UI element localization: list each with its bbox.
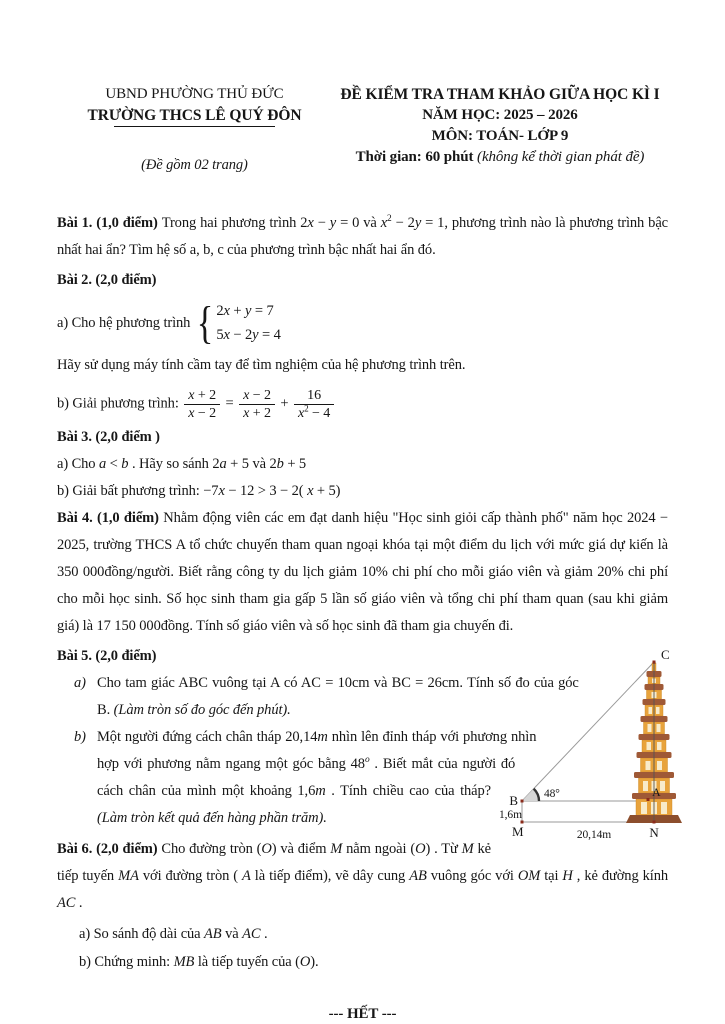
subject-line: MÔN: TOÁN- LỚP 9 (431, 128, 569, 144)
header-right (332, 84, 668, 174)
text-run: a < b (99, 455, 129, 472)
text-run: Bài 6. (2,0 điểm) (57, 840, 162, 857)
text-run: Một người đứng cách chân tháp (97, 728, 286, 745)
text-run: và (248, 455, 270, 472)
text-run: kẻ tiếp tuyến (57, 840, 492, 884)
text-run: Bài 5. (2,0 điểm) (57, 647, 157, 664)
text-run: , kẻ đường kính (572, 867, 668, 884)
label-eye-height: 1,6m (499, 808, 522, 821)
text-run: 17 150 000 (96, 617, 161, 634)
text-run: 2x − y = 0 (300, 215, 360, 231)
label-distance: 20,14m (576, 828, 612, 841)
text-run: + (276, 395, 293, 412)
problem-3b (57, 478, 668, 505)
text-run: M (330, 840, 343, 857)
text-run: − 2y = 1 (391, 215, 445, 231)
org-name: UBND PHƯỜNG THỦ ĐỨC (105, 86, 284, 102)
problem-1 (57, 210, 668, 264)
text-run: a) Cho hệ phương trình (57, 314, 191, 331)
text-run: 20% (597, 563, 624, 580)
text-run: , trường THCS A tổ chức chuyến tham quan ngoại khóa tại một điểm du lịch với mức giá dự kiến là (85, 536, 668, 553)
pages-note: (Đề gồm 02 trang) (141, 157, 248, 173)
text-run: . Từ (430, 840, 462, 857)
text-run: o (364, 754, 370, 765)
text-run: Cho tam giác ABC vuông tại A có AC = 10cm và BC = 26cm. Tính số đo của góc B. (97, 674, 579, 718)
text-run: OM (517, 867, 541, 884)
problem-5a-marker: a) (74, 674, 86, 691)
text-run: Hãy sử dụng máy tính cầm tay để tìm nghiệm của hệ phương trình trên. (57, 357, 466, 373)
school-name: TRƯỜNG THCS LÊ QUÝ ĐÔN (87, 107, 302, 124)
text-run: . Biết mắt của người đó cách chân của mình một khoảng (97, 755, 516, 799)
text-run: −7x − 12 > 3 − 2( x + 5) (203, 482, 341, 499)
problem-6a (57, 920, 668, 948)
text-run: Bài 1. (1,0 điểm) (57, 215, 162, 231)
text-run: và (221, 925, 243, 942)
fraction (184, 387, 220, 422)
text-run: Bài 4. (1,0 điểm) (57, 509, 164, 526)
text-run: Bài 3. (2,0 điểm ) (57, 428, 160, 445)
fraction (294, 387, 334, 422)
text-run: nhìn lên đỉnh tháp với phương nhìn hợp với phương nằm ngang một góc bằng (97, 728, 537, 772)
header-left (57, 84, 332, 174)
text-run: AC (57, 894, 76, 911)
text-run: x − 2 (243, 387, 271, 403)
text-run: M (461, 840, 474, 857)
label-N: N (649, 824, 659, 840)
text-run: Cho đường tròn (161, 840, 257, 857)
text-run: và điểm (276, 840, 331, 857)
problem-2a-prefix (57, 315, 190, 332)
text-run: . (260, 925, 268, 942)
text-run: a) Cho (57, 455, 99, 472)
text-run: AC (242, 925, 261, 942)
text-run: x + 2 (188, 387, 217, 403)
exam-title: ĐỀ KIỂM TRA THAM KHẢO GIỮA HỌC KÌ I (340, 86, 660, 103)
end-marker: --- HẾT --- (328, 1005, 397, 1022)
text-run: Bài 2. (2,0 điểm) (57, 272, 157, 288)
text-run: 1,6m (297, 782, 326, 799)
text-run: vuông góc với (426, 867, 518, 884)
problem-5b-marker: b) (74, 728, 86, 745)
text-run: AB (204, 925, 222, 942)
text-run: (Làm tròn kết quả đến hàng phần trăm). (97, 809, 327, 826)
text-run: . Hãy so sánh (128, 455, 213, 472)
text-run: 2a + 5 (212, 455, 249, 472)
problem-6b (57, 948, 668, 976)
problem-5b (57, 724, 668, 832)
text-run: (O) (256, 840, 277, 857)
label-angle: 48° (544, 787, 560, 800)
text-run: a) So sánh độ dài của (79, 925, 205, 942)
label-B: B (509, 792, 518, 808)
system-eq2: 5x − 2y = 4 (216, 327, 281, 343)
problem-4 (57, 505, 668, 640)
text-run: H (562, 867, 573, 884)
text-run: với đường tròn ( (138, 867, 243, 884)
problem-2-note (57, 352, 668, 379)
text-run: = (222, 395, 238, 412)
text-run: MB (173, 953, 195, 970)
text-run: 16 (307, 387, 322, 403)
text-run: AB (409, 867, 427, 884)
text-run: b) Chứng minh: (79, 953, 174, 970)
text-run: 2 (387, 214, 392, 225)
text-run: đồng. Tính số giáo viên và số học sinh đã tham gia chuyến đi. (160, 617, 514, 634)
problem-3-heading (57, 424, 668, 451)
text-run: và (359, 215, 381, 231)
text-run: x (298, 404, 305, 421)
system-eq1: 2x + y = 7 (216, 303, 274, 319)
exam-body (57, 210, 668, 1023)
time-bold: Thời gian: 60 phút (355, 149, 474, 165)
text-run: b) Giải phương trình: (57, 395, 183, 412)
time-italic: (không kể thời gian phát đề) (473, 149, 645, 165)
text-run: tại (540, 867, 563, 884)
text-run: 2024 − 2025 (57, 509, 669, 553)
text-run: (Làm tròn số đo góc đến phút). (113, 701, 291, 718)
text-run: 48 (350, 755, 365, 772)
text-run: . (314, 953, 319, 970)
text-run: Nhằm động viên các em đạt danh hiệu "Học sinh giỏi cấp thành phố" năm học (163, 509, 627, 526)
text-run: (O) (295, 953, 315, 970)
time-line (332, 147, 668, 168)
text-run: đồng/người. Biết rằng công ty du lịch giảm (104, 563, 362, 580)
exam-header (57, 84, 668, 174)
fraction (239, 387, 275, 422)
text-run: 2b + 5 (269, 455, 307, 472)
text-run: 20,14m (285, 728, 328, 745)
equation-system (194, 299, 280, 347)
text-run: b) Giải bất phương trình: (57, 482, 204, 499)
text-run: 10% (361, 563, 388, 580)
text-run: A (242, 867, 251, 884)
text-run: 2 (304, 403, 309, 414)
text-run: , phương trình nào là phương trình bậc nhất hai ẩn? Tìm hệ số a, b, c của phương trình bậc nhất hai ẩn đó. (57, 215, 668, 258)
label-M: M (512, 823, 524, 839)
school-year: NĂM HỌC: 2025 – 2026 (422, 107, 578, 123)
text-run: nằm ngoài (342, 840, 411, 857)
label-A: A (652, 784, 661, 799)
text-run: x + 2 (243, 404, 271, 421)
text-run: là tiếp điểm), vẽ dây cung (250, 867, 410, 884)
text-run: là tiếp tuyến của (194, 953, 296, 970)
problem-3a (57, 451, 668, 478)
problem-6 (57, 836, 668, 917)
label-C: C (661, 646, 670, 662)
system-brace: { (197, 297, 214, 348)
text-run: (O) (410, 840, 431, 857)
problem-2-heading (57, 267, 668, 294)
text-run: 350 000 (57, 563, 105, 580)
problem-2b (57, 387, 668, 422)
text-run: chi phí cho mỗi giáo viên và giảm (387, 563, 598, 580)
text-run: . Tính chiều cao của tháp? (325, 782, 491, 799)
text-run: Trong hai phương trình (161, 215, 301, 231)
text-run: x (380, 215, 388, 231)
text-run: x − 2 (188, 404, 217, 421)
text-run: − 4 (308, 404, 331, 421)
text-run: . (75, 894, 83, 911)
text-run: MA (118, 867, 139, 884)
problem-5a (57, 670, 668, 724)
text-run: chi phí cho mỗi học sinh. Số học sinh tham gia gấp 5 lần số giáo viên và tổng chi phí tham quan (sau khi giảm giá) là (57, 563, 669, 634)
problem-2a (57, 295, 668, 351)
